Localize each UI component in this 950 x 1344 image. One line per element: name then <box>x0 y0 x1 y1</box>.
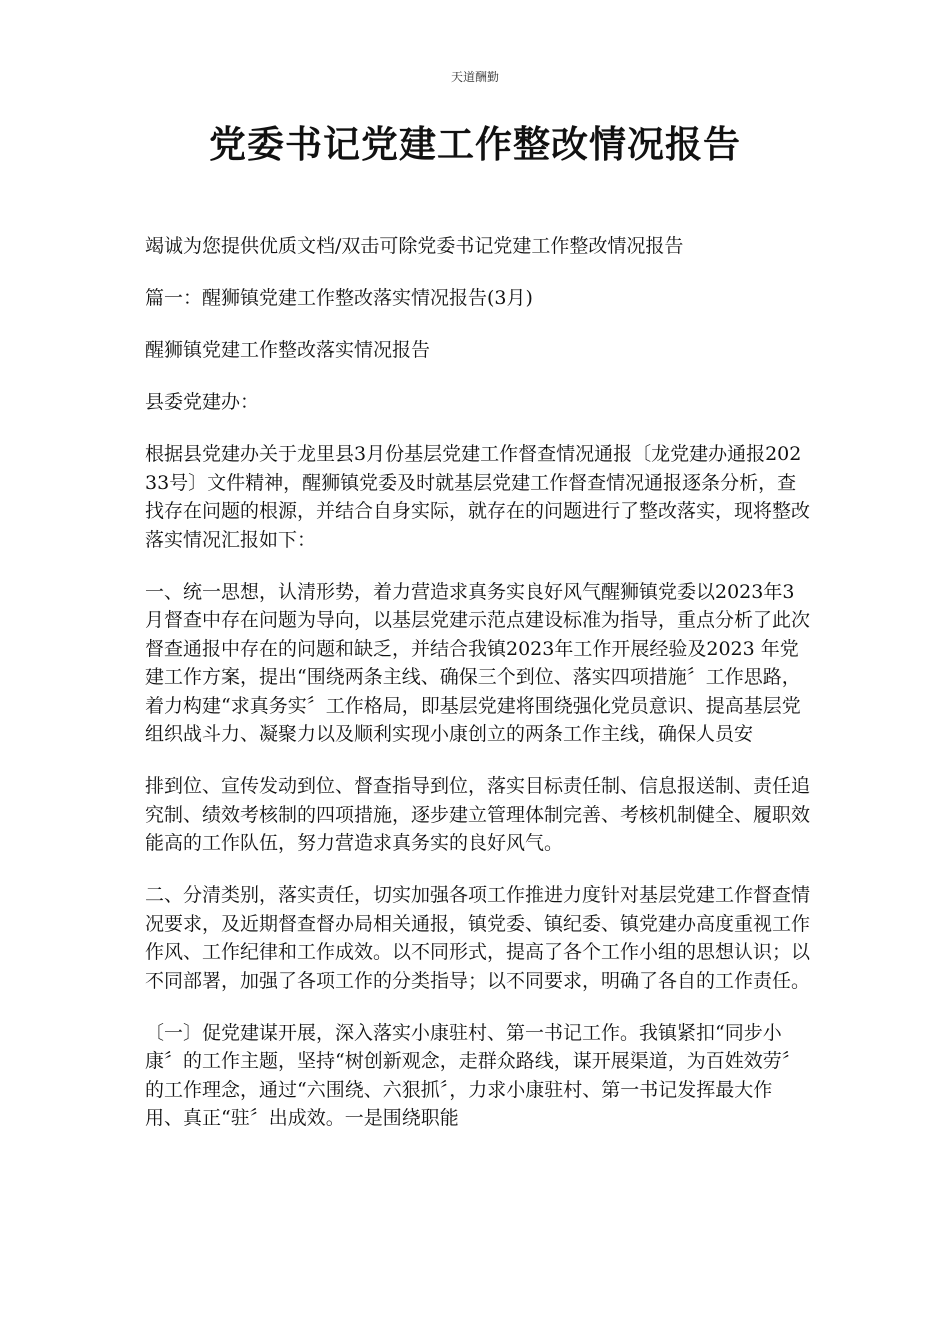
paragraph: 篇一：醒狮镇党建工作整改落实情况报告(3月) <box>145 287 533 309</box>
header-note: 天道酬勤 <box>450 70 499 84</box>
paragraph: 醒狮镇党建工作整改落实情况报告 <box>145 339 431 361</box>
paragraph: 根据县党建办关于龙里县3月份基层党建工作督查情况通报〔龙党建办通报20233号〕文件精神，醒狮镇党委及时就基层党建工作督查情况通报逐条分析，查找存在问题的根源，并结合自身实际，就存在的问题进行了整改落实，现将整改落实情况汇报如下： <box>145 443 811 551</box>
paragraph: 县委党建办： <box>145 391 260 413</box>
document-body <box>145 232 810 1156</box>
paragraph: 二、分清类别，落实责任，切实加强各项工作推进力度针对基层党建工作督查情况要求，及近期督查督办局相关通报，镇党委、镇纪委、镇党建办高度重视工作作风、工作纪律和工作成效。以不同形式，提高了各个工作小组的思想认识；以不同部署，加强了各项工作的分类指导；以不同要求，明确了各自的工作责任。 <box>145 884 811 992</box>
paragraph: 竭诚为您提供优质文档/双击可除党委书记党建工作整改情况报告 <box>145 235 684 257</box>
document-title: 党委书记党建工作整改情况报告 <box>209 122 741 166</box>
paragraph: 〔一〕促党建谋开展，深入落实小康驻村、第一书记工作。我镇紧扣“同步小康〞的工作主题，坚持“树创新观念，走群众路线，谋开展渠道，为百姓效劳〞的工作理念，通过“六围绕、六狠抓〞，力求小康驻村、第一书记发挥最大作用、真正“驻〞出成效。一是围绕职能 <box>145 1021 801 1129</box>
paragraph: 排到位、宣传发动到位、督查指导到位，落实目标责任制、信息报送制、责任追究制、绩效考核制的四项措施，逐步建立管理体制完善、考核机制健全、履职效能高的工作队伍，努力营造求真务实的良好风气。 <box>145 775 811 854</box>
paragraph: 一、统一思想，认清形势，着力营造求真务实良好风气醒狮镇党委以2023年3月督查中存在问题为导向，以基层党建示范点建设标准为指导，重点分析了此次督查通报中存在的问题和缺乏，并结合我镇2023年工作开展经验及2023 年党建工作方案，提出“围绕两条主线、确保三个到位、落实四项措施〞工作思路，着力构建“求真务实〞工作格局，即基层党建将围绕强化党员意识、提高基层党组织战斗力、凝聚力以及顺利实现小康创立的两条工作主线，确保人员安 <box>145 580 811 745</box>
